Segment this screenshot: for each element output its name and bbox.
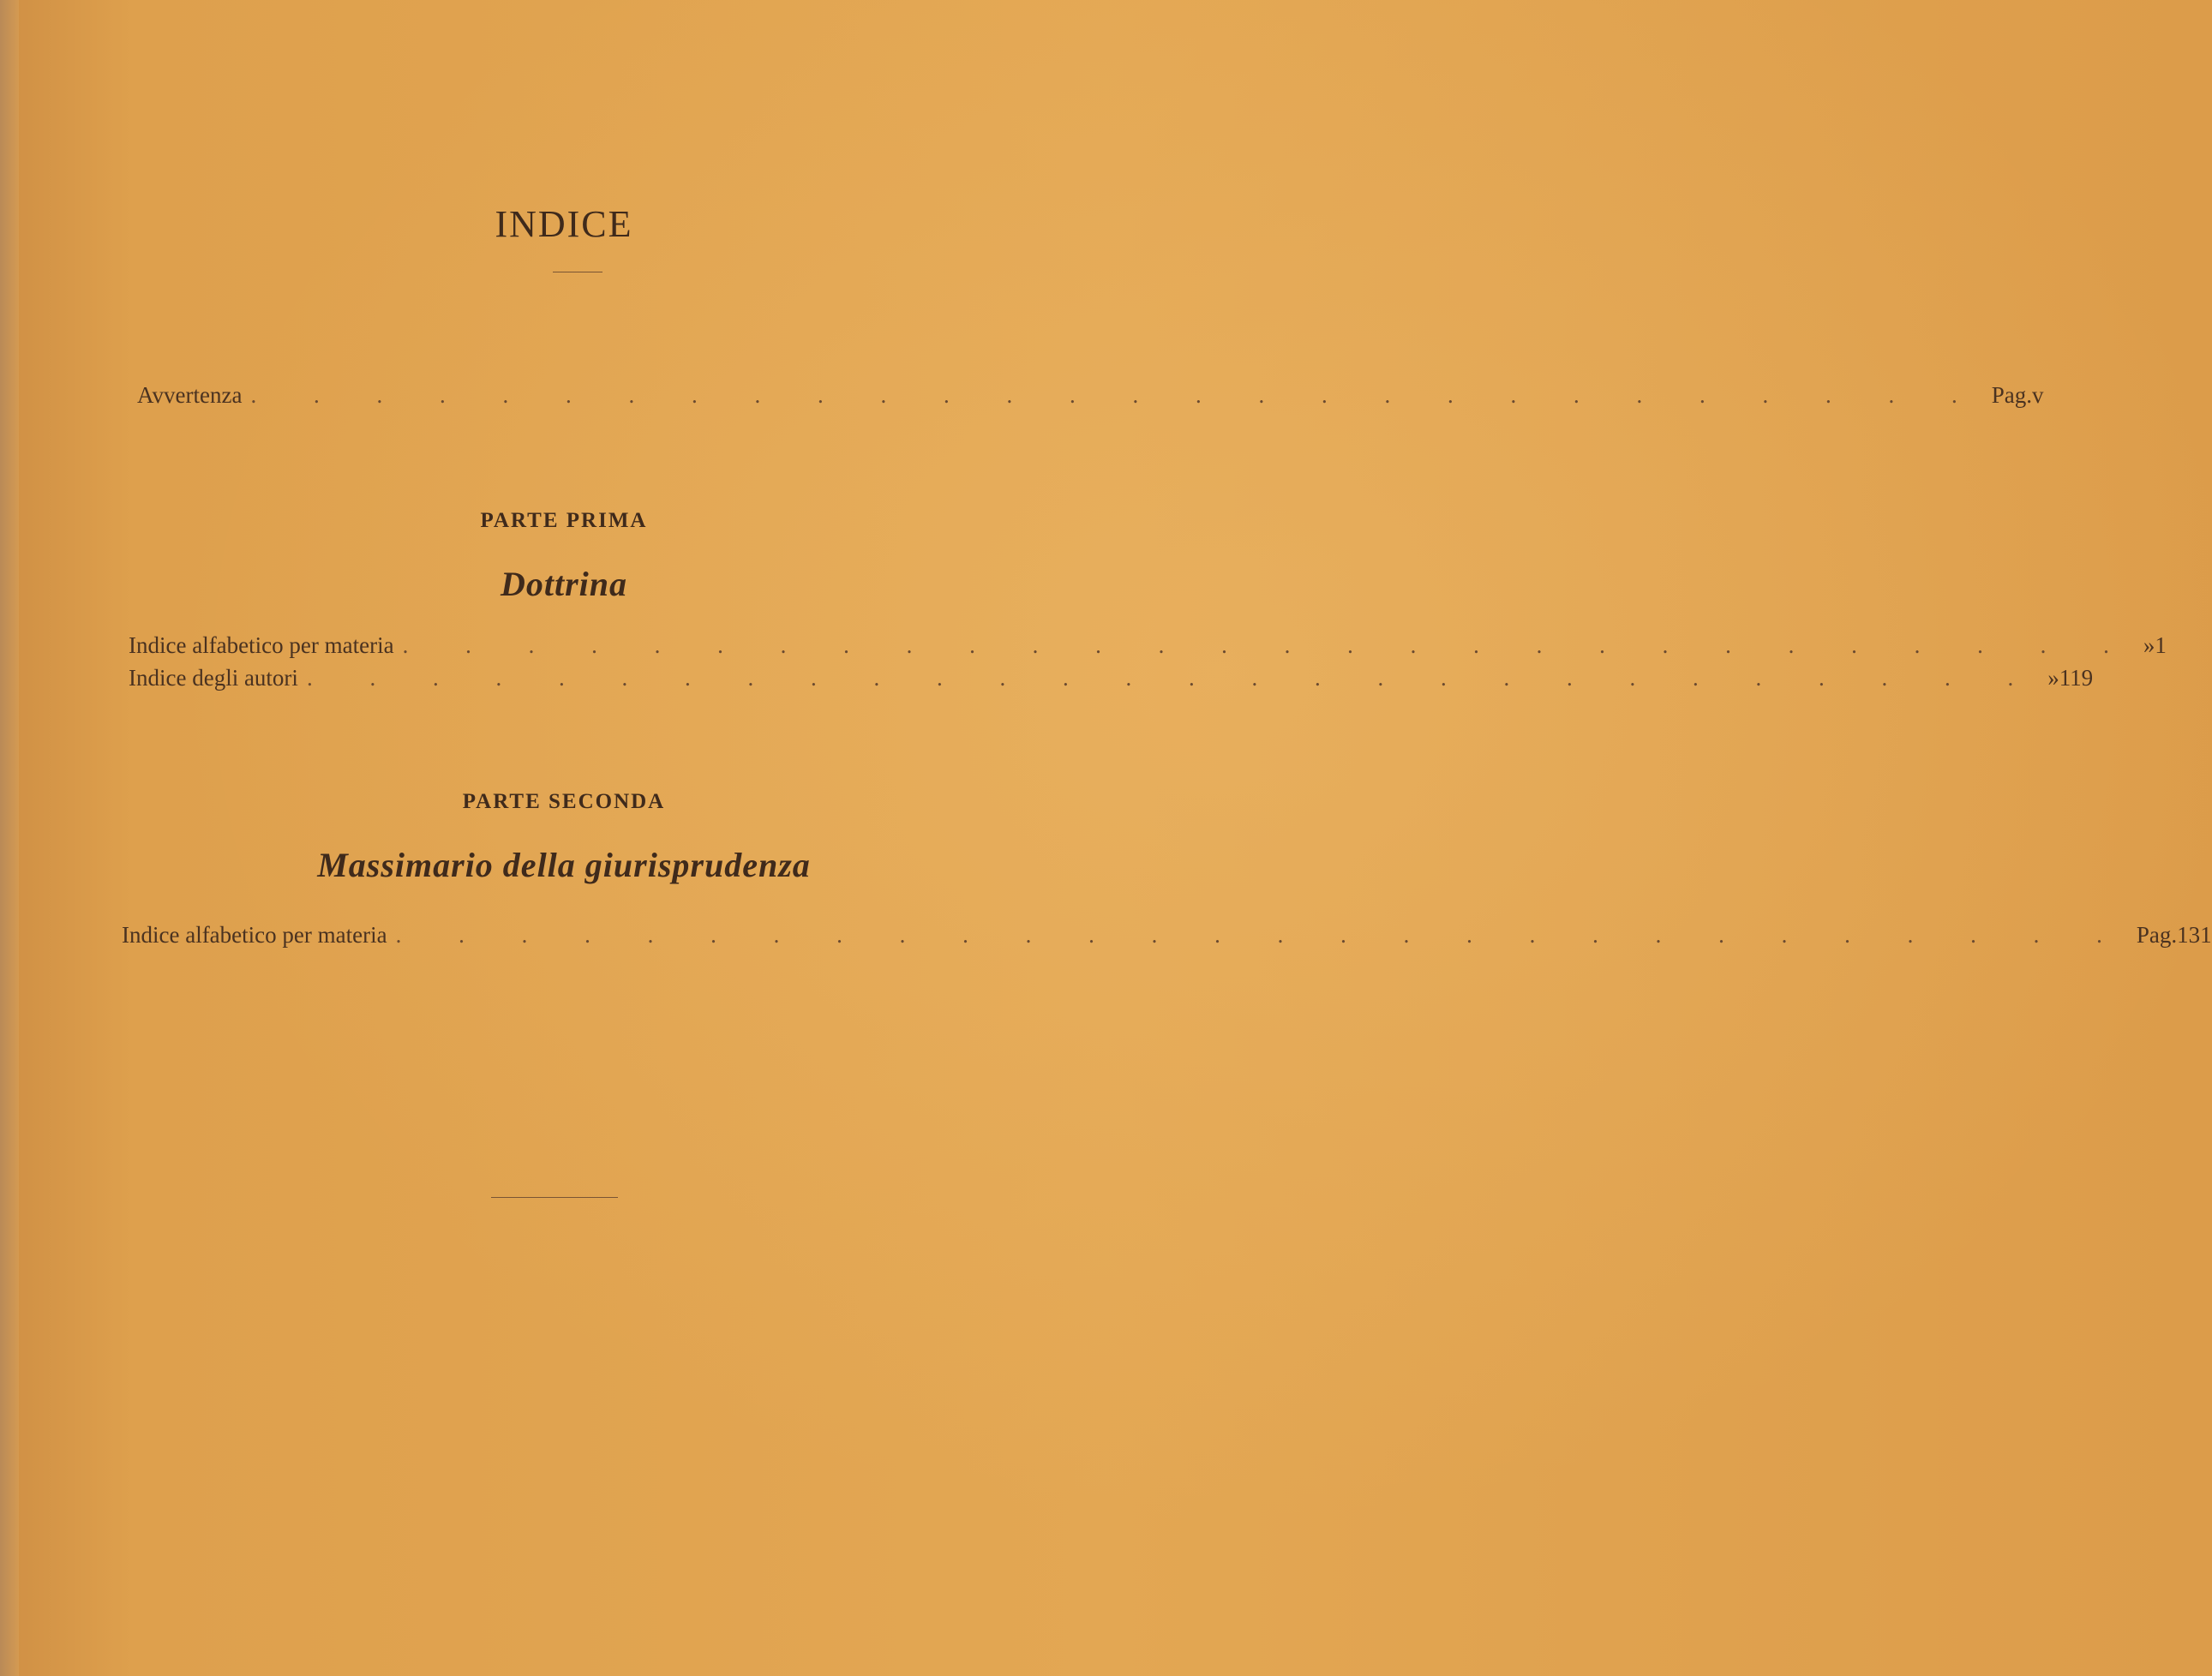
toc-leader-dots: . . . . . . . . . . . . . . . . . . . . . . . . . . . . [306, 665, 2040, 691]
part-two-subtitle: Massimario della giurisprudenza [317, 846, 811, 884]
toc-entry-dottrina-autori[interactable] [129, 665, 2094, 691]
toc-entry-label: Avvertenza [137, 382, 243, 408]
part-two-heading: PARTE SECONDA [462, 790, 666, 813]
toc-entry-label: Indice alfabetico per materia [129, 632, 394, 658]
toc-entry-label: Indice degli autori [129, 665, 298, 691]
toc-entry-prefix: Pag. [1991, 382, 2032, 408]
toc-entry-dottrina-materia[interactable] [129, 632, 2167, 659]
page-title: INDICE [495, 203, 633, 245]
toc-entry-page: v [2031, 382, 2044, 408]
toc-entry-avvertenza[interactable] [137, 382, 2044, 409]
closing-rule [491, 1197, 618, 1198]
toc-entry-label: Indice alfabetico per materia [122, 922, 387, 948]
toc-entry-prefix: Pag. [2136, 922, 2178, 948]
toc-entry-page: 1 [2155, 632, 2167, 658]
toc-leader-dots: . . . . . . . . . . . . . . . . . . . . . . . . . . . . [395, 922, 2128, 948]
part-one-subtitle: Dottrina [500, 565, 628, 603]
part-one-heading: PARTE PRIMA [480, 509, 648, 532]
toc-leader-dots: . . . . . . . . . . . . . . . . . . . . . . . . . . . . [250, 382, 1983, 408]
toc-entry-page: 119 [2059, 665, 2094, 691]
toc-entry-massimario-materia[interactable] [122, 922, 2212, 949]
toc-entry-prefix: » [2143, 632, 2155, 658]
toc-entry-page: 131 [2177, 922, 2212, 948]
toc-entry-prefix: » [2047, 665, 2059, 691]
toc-leader-dots: . . . . . . . . . . . . . . . . . . . . . . . . . . . . [402, 632, 2135, 658]
